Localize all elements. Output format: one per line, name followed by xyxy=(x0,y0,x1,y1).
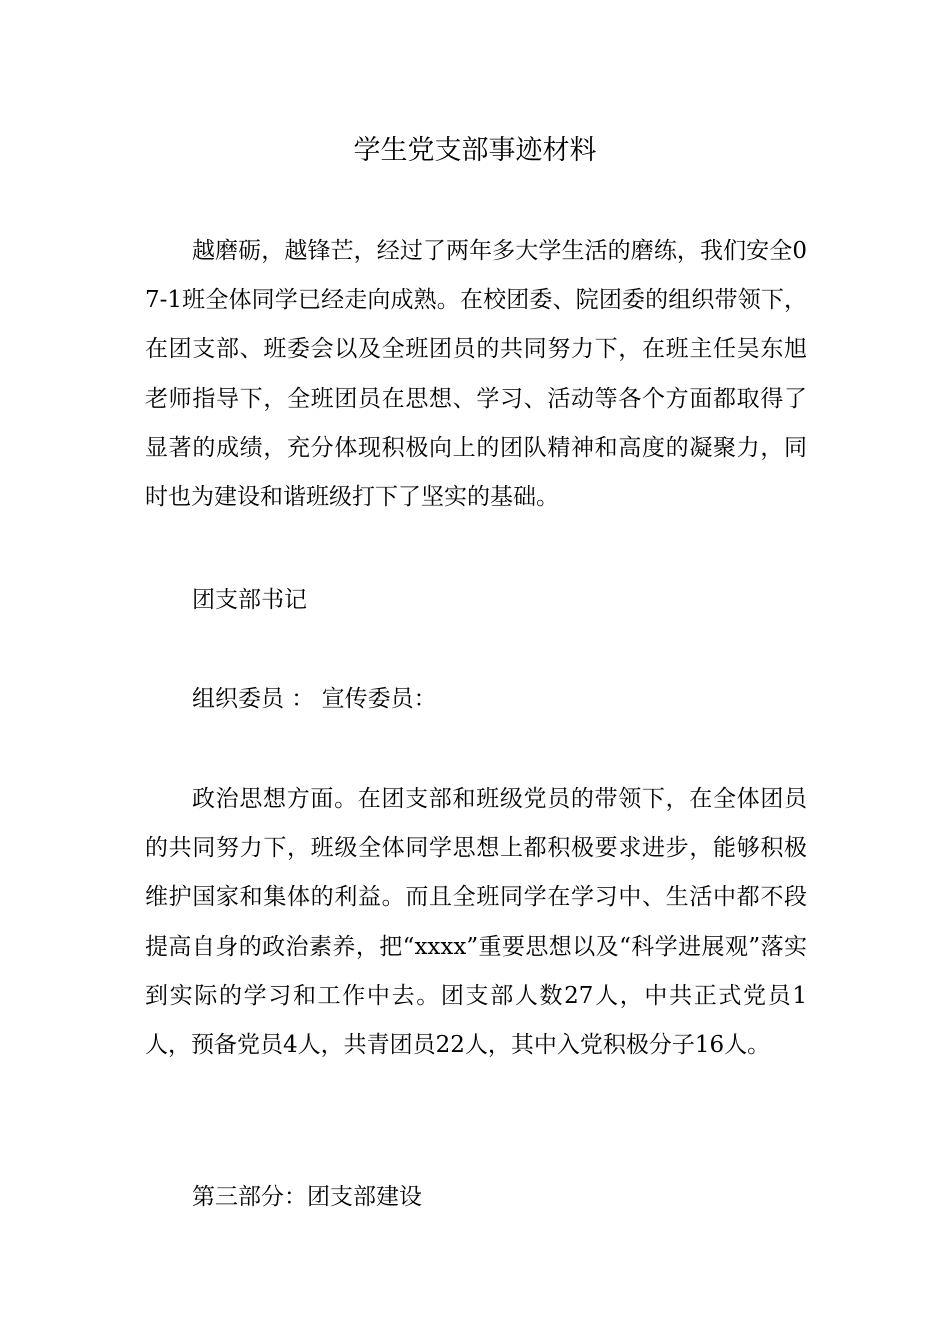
paragraph-part-three-heading: 第三部分：团支部建设 xyxy=(192,1184,422,1210)
paragraph-committee-members: 组织委员 ： 宣传委员： xyxy=(192,686,437,712)
paragraph-branch-secretary: 团支部书记 xyxy=(192,587,307,613)
paragraph-intro: 越磨砺，越锋芒，经过了两年多大学生活的磨练，我们安全07-1班全体同学已经走向成熟。在校团委、院团委的组织带领下，在团支部、班委会以及全班团员的共同努力下，在班主任吴东旭老师指导下，全班团员在思想、学习、活动等各个方面都取得了显著的成绩，充分体现积极向上的团队精神和高度的凝聚力，同时也为建设和谐班级打下了坚实的基础。 xyxy=(145,238,807,511)
paragraph-political-thought: 政治思想方面。在团支部和班级党员的带领下，在全体团员的共同努力下，班级全体同学思想上都积极要求进步，能够积极维护国家和集体的利益。而且全班同学在学习中、生活中都不段提高自身的政治素养，把“xxxx”重要思想以及“科学进展观”落实到实际的学习和工作中去。团支部人数27人，中共正式党员1人，预备党员4人，共青团员22人，其中入党积极分子16人。 xyxy=(145,786,807,1059)
document-title: 学生党支部事迹材料 xyxy=(353,135,597,166)
